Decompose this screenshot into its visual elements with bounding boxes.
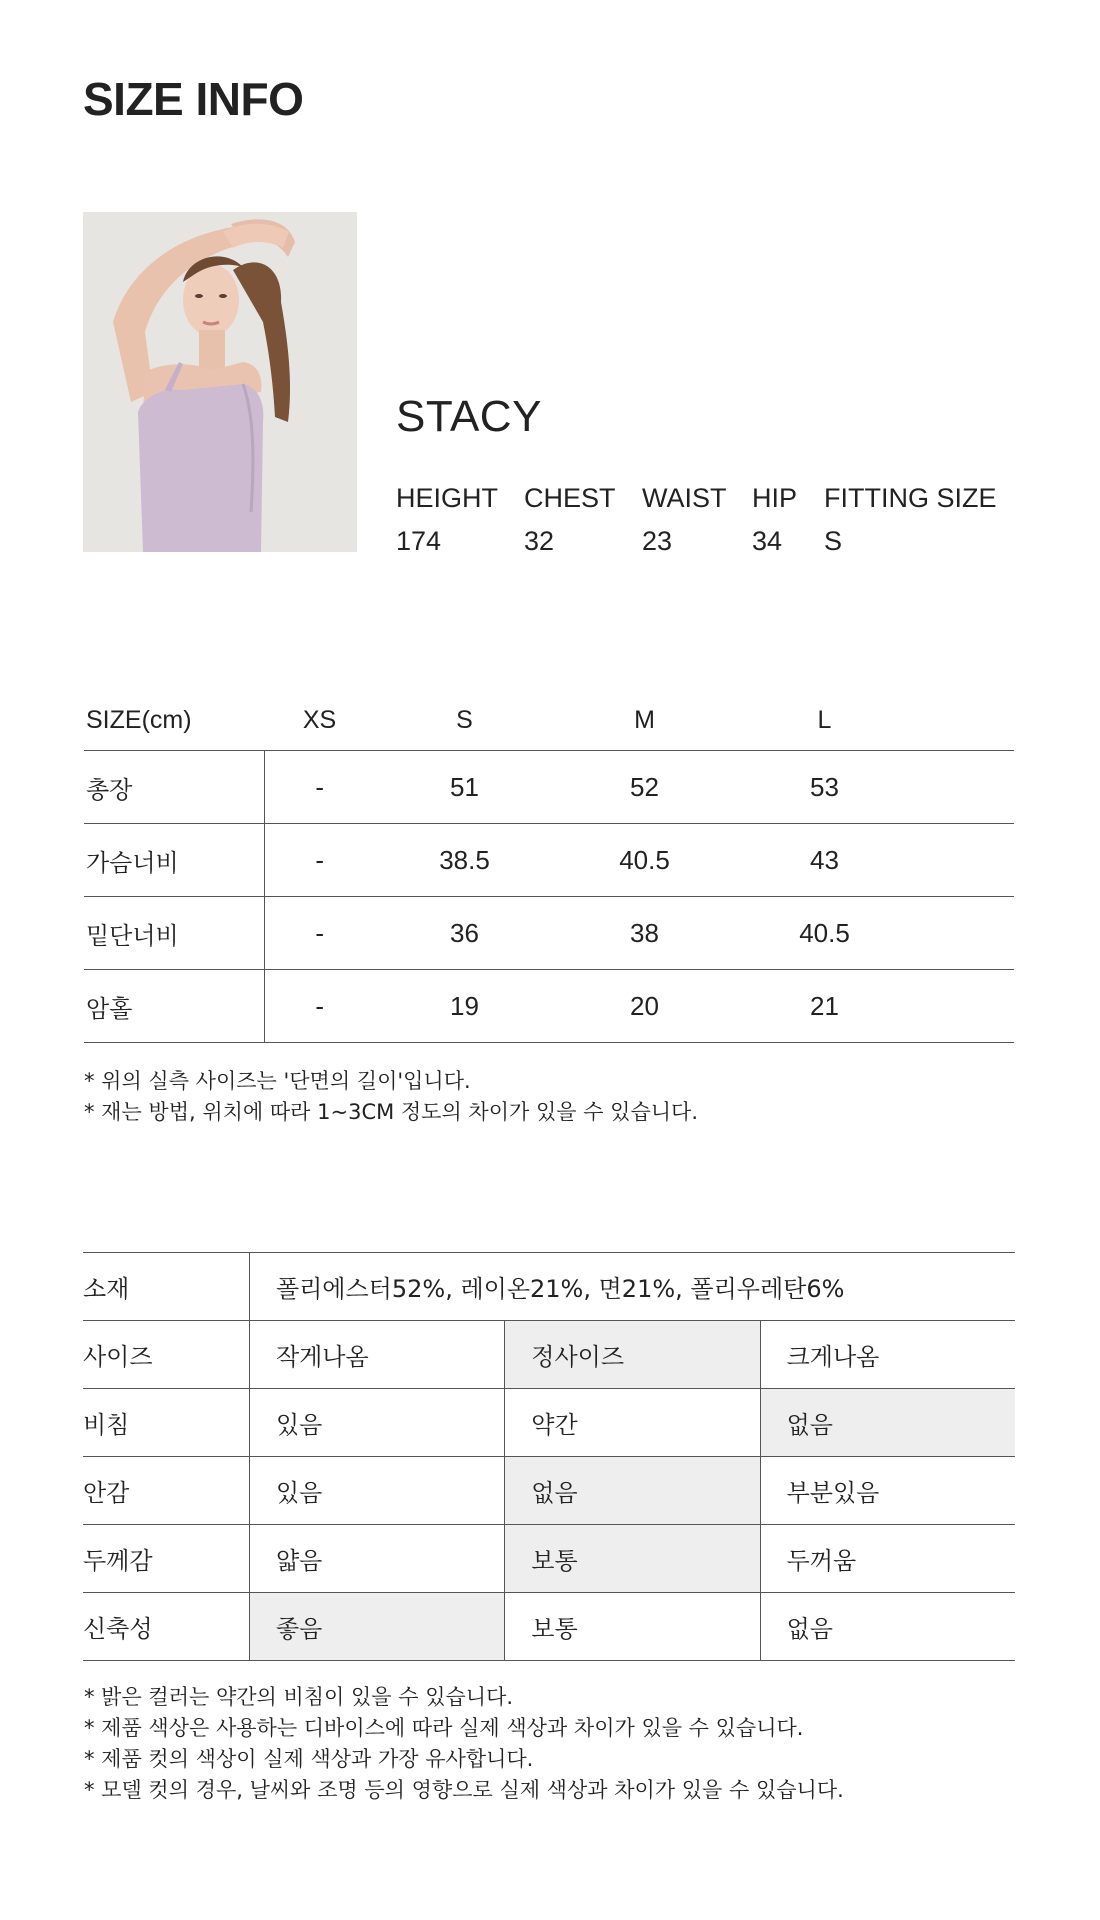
option-cell: 부분있음 [760,1457,1015,1525]
option-cell: 얇음 [249,1525,504,1593]
stat-hip [752,482,824,557]
size-notes [84,1066,698,1128]
stat-value: S [824,526,843,556]
material-value: 폴리에스터52%, 레이온21%, 면21%, 폴리우레탄6% [249,1253,1015,1321]
size-header-s: S [375,690,555,751]
cell-value: 40.5 [735,897,915,970]
option-cell: 없음 [760,1389,1015,1457]
cell-value: 38 [555,897,735,970]
size-header-xs: XS [265,690,375,751]
cell-value: 38.5 [375,824,555,897]
stat-label: CHEST [524,483,616,513]
stat-value: 34 [752,526,783,556]
note-line: * 밝은 컬러는 약간의 비침이 있을 수 있습니다. [84,1685,514,1709]
cell-value: 43 [735,824,915,897]
attribute-row [83,1593,1015,1661]
cell-value: 40.5 [555,824,735,897]
model-stats [396,482,997,557]
stat-waist [642,482,752,557]
model-photo-illustration [83,212,357,552]
option-cell: 작게나옴 [249,1321,504,1389]
cell-spacer [915,751,1015,824]
stat-value: 174 [396,526,442,556]
option-cell: 없음 [760,1593,1015,1661]
option-cell: 크게나옴 [760,1321,1015,1389]
size-header-label: SIZE(cm) [84,690,265,751]
stat-label: HEIGHT [396,483,499,513]
cell-value: 36 [375,897,555,970]
stat-label: WAIST [642,483,727,513]
row-label: 안감 [83,1457,249,1525]
option-cell: 있음 [249,1457,504,1525]
option-cell: 없음 [505,1457,760,1525]
table-row [84,897,1014,970]
stat-value: 32 [524,526,555,556]
table-row [84,970,1014,1043]
cell-spacer [915,824,1015,897]
note-line: * 재는 방법, 위치에 따라 1~3CM 정도의 차이가 있을 수 있습니다. [84,1100,698,1124]
note-line: * 제품 컷의 색상이 실제 색상과 가장 유사합니다. [84,1747,534,1771]
product-notes [84,1682,844,1806]
row-label: 암홀 [84,970,265,1043]
model-name: STACY [396,392,542,441]
row-label: 밑단너비 [84,897,265,970]
cell-value: - [265,751,375,824]
material-row [83,1253,1015,1321]
size-header-l: L [735,690,915,751]
table-row [84,824,1014,897]
row-label: 총장 [84,751,265,824]
option-cell: 두꺼움 [760,1525,1015,1593]
note-line: * 위의 실측 사이즈는 '단면의 길이'입니다. [84,1069,471,1093]
cell-value: 53 [735,751,915,824]
model-photo [83,212,357,552]
row-label: 소재 [83,1253,249,1321]
cell-value: 19 [375,970,555,1043]
option-cell: 좋음 [249,1593,504,1661]
row-label: 신축성 [83,1593,249,1661]
cell-value: - [265,970,375,1043]
attribute-row [83,1389,1015,1457]
cell-value: - [265,897,375,970]
size-header-m: M [555,690,735,751]
option-cell: 정사이즈 [505,1321,760,1389]
attribute-row [83,1525,1015,1593]
option-cell: 있음 [249,1389,504,1457]
cell-value: 51 [375,751,555,824]
cell-value: 20 [555,970,735,1043]
product-attribute-table [83,1252,1015,1661]
option-cell: 보통 [505,1525,760,1593]
stat-fitting-size [824,482,997,557]
stat-height [396,482,524,557]
page-title: SIZE INFO [83,73,304,125]
stat-label: HIP [752,483,798,513]
cell-value: 21 [735,970,915,1043]
row-label: 사이즈 [83,1321,249,1389]
cell-value: - [265,824,375,897]
stat-value: 23 [642,526,673,556]
row-label: 비침 [83,1389,249,1457]
row-label: 두께감 [83,1525,249,1593]
size-table-header [84,690,1014,751]
cell-value: 52 [555,751,735,824]
option-cell: 보통 [505,1593,760,1661]
cell-spacer [915,970,1015,1043]
attribute-row [83,1457,1015,1525]
note-line: * 제품 색상은 사용하는 디바이스에 따라 실제 색상과 차이가 있을 수 있습니다. [84,1716,804,1740]
cell-spacer [915,897,1015,970]
size-table [84,690,1014,1043]
row-label: 가슴너비 [84,824,265,897]
size-header-spacer [915,690,1015,751]
stat-label: FITTING SIZE [824,483,997,513]
attribute-row [83,1321,1015,1389]
option-cell: 약간 [505,1389,760,1457]
table-row [84,751,1014,824]
note-line: * 모델 컷의 경우, 날씨와 조명 등의 영향으로 실제 색상과 차이가 있을 수 있습니다. [84,1778,844,1802]
stat-chest [524,482,642,557]
